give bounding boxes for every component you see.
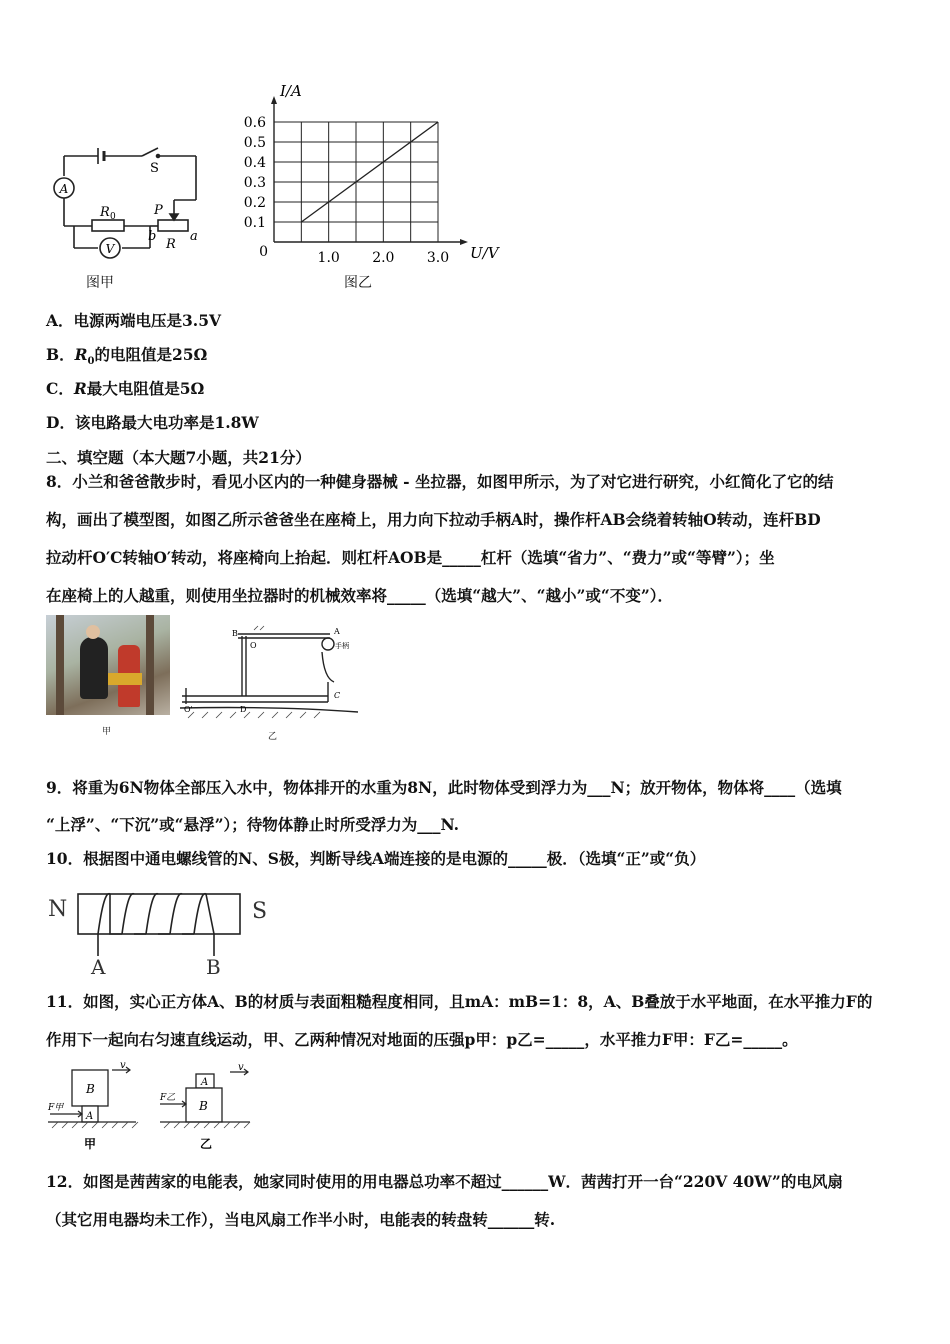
yi-block-b: B [199, 1099, 208, 1113]
yi-velocity-label: v [238, 1062, 244, 1073]
lever-label-b: B [232, 629, 238, 638]
lever-label-a: A [334, 627, 340, 636]
q9-line2: “上浮”、“下沉”或“悬浮”）；待物体静止时所受浮力为___N. [46, 815, 460, 834]
y-tick-label: 0.6 [243, 115, 266, 131]
lever-label-c: C [334, 691, 341, 700]
q12-line2: （其它用电器均未工作），当电风扇工作半小时，电能表的转盘转______转. [46, 1210, 556, 1229]
fig-yi-caption: 图乙 [344, 275, 372, 291]
q10-line1: 10．根据图中通电螺线管的N、S极，判断导线A端连接的是电源的_____极．（选填“正”或“负） [46, 849, 706, 868]
jia-force-label: F甲 [48, 1103, 64, 1113]
solenoid-label-s: S [252, 899, 268, 924]
lever-diagram [178, 622, 363, 732]
q8-photo-caption: 甲 [102, 727, 112, 737]
section-heading: 二、填空题（本大题7小题，共21分） [46, 448, 311, 467]
origin-label: 0 [259, 244, 268, 260]
terminal-a-label: a [190, 229, 198, 244]
jia-velocity-label: v [120, 1060, 126, 1071]
terminal-b-label: b [148, 229, 157, 244]
option-d: D．该电路最大电功率是1.8W [46, 413, 259, 432]
y-axis-title: I/A [280, 82, 302, 100]
jia-caption: 甲 [84, 1137, 97, 1151]
option-a: A．电源两端电压是3.5V [46, 311, 222, 330]
q8-line2: 构，画出了模型图，如图乙所示爸爸坐在座椅上，用力向下拉动手柄A时，操作杆AB会绕着转轴O转动，连杆BD [46, 510, 821, 529]
x-tick-label: 1.0 [317, 250, 340, 266]
blocks-diagram [46, 1062, 256, 1154]
yi-force-label: F乙 [160, 1093, 176, 1103]
yi-caption: 乙 [200, 1137, 213, 1151]
lever-label-d: D [240, 705, 247, 714]
iv-chart [232, 82, 502, 271]
fig-jia-caption: 图甲 [86, 275, 114, 291]
slider-p-label: P [154, 203, 163, 218]
exercise-machine-photo [46, 615, 170, 715]
solenoid-label-n: N [48, 897, 68, 922]
q8-diagram-caption: 乙 [268, 732, 278, 742]
x-tick-label: 3.0 [426, 250, 450, 266]
y-tick-label: 0.3 [243, 175, 266, 191]
y-tick-label: 0.1 [243, 215, 266, 231]
switch-label: S [150, 161, 159, 176]
y-tick-label: 0.5 [243, 135, 266, 151]
x-axis-title: U/V [470, 244, 499, 262]
q11-line2: 作用下一起向右匀速直线运动，甲、乙两种情况对地面的压强p甲：p乙=_____，水平推力F甲：F乙=_____。 [46, 1030, 798, 1049]
y-axis-arrow [271, 96, 277, 104]
ammeter-label: A [59, 182, 69, 196]
lever-label-handle: 手柄 [335, 642, 349, 650]
q12-line1: 12．如图是茜茜家的电能表，她家同时使用的用电器总功率不超过______W．茜茜打开一台“220V 40W”的电风扇 [46, 1172, 843, 1191]
yi-block-a: A [201, 1077, 209, 1088]
q8-line1: 8．小兰和爸爸散步时，看见小区内的一种健身器械 - 坐拉器，如图甲所示，为了对它进行研究，小红简化了它的结 [46, 472, 834, 491]
circuit-diagram [46, 140, 226, 300]
option-b: B．$R_0$的电阻值是25Ω [46, 345, 208, 368]
solenoid-diagram [46, 888, 276, 980]
wire-label-a: A [91, 955, 106, 979]
lever-label-o2: O' [184, 705, 193, 714]
lever-label-o: O [250, 641, 257, 650]
q9-line1: 9．将重为6N物体全部压入水中，物体排开的水重为8N，此时物体受到浮力为___N；放开物体，物体将____（选填 [46, 778, 842, 797]
jia-block-b: B [86, 1082, 95, 1096]
y-tick-label: 0.2 [243, 195, 266, 211]
r0-label: R [100, 205, 110, 220]
r0-sub-label: 0 [110, 212, 116, 222]
option-c: C．R最大电阻值是5Ω [46, 379, 205, 398]
q8-line4: 在座椅上的人越重，则使用坐拉器时的机械效率将_____（选填“越大”、“越小”或“不变”）． [46, 586, 673, 605]
jia-block-a: A [86, 1111, 94, 1122]
x-tick-label: 2.0 [372, 250, 395, 266]
rheostat-label: R [166, 237, 176, 252]
q8-line3: 拉动杆O′C转轴O′转动，将座椅向上抬起．则杠杆AOB是_____杠杆（选填“省力”、“费力”或“等臂”）；坐 [46, 548, 775, 567]
series-line-iu [301, 122, 438, 222]
y-tick-label: 0.4 [243, 155, 266, 171]
wire-label-b: B [206, 955, 221, 979]
voltmeter-label: V [105, 242, 115, 256]
x-axis-arrow [460, 239, 468, 245]
q11-line1: 11．如图，实心正方体A、B的材质与表面粗糙程度相同，且mA：mB=1：8，A、B叠放于水平地面，在水平推力F的 [46, 992, 873, 1011]
